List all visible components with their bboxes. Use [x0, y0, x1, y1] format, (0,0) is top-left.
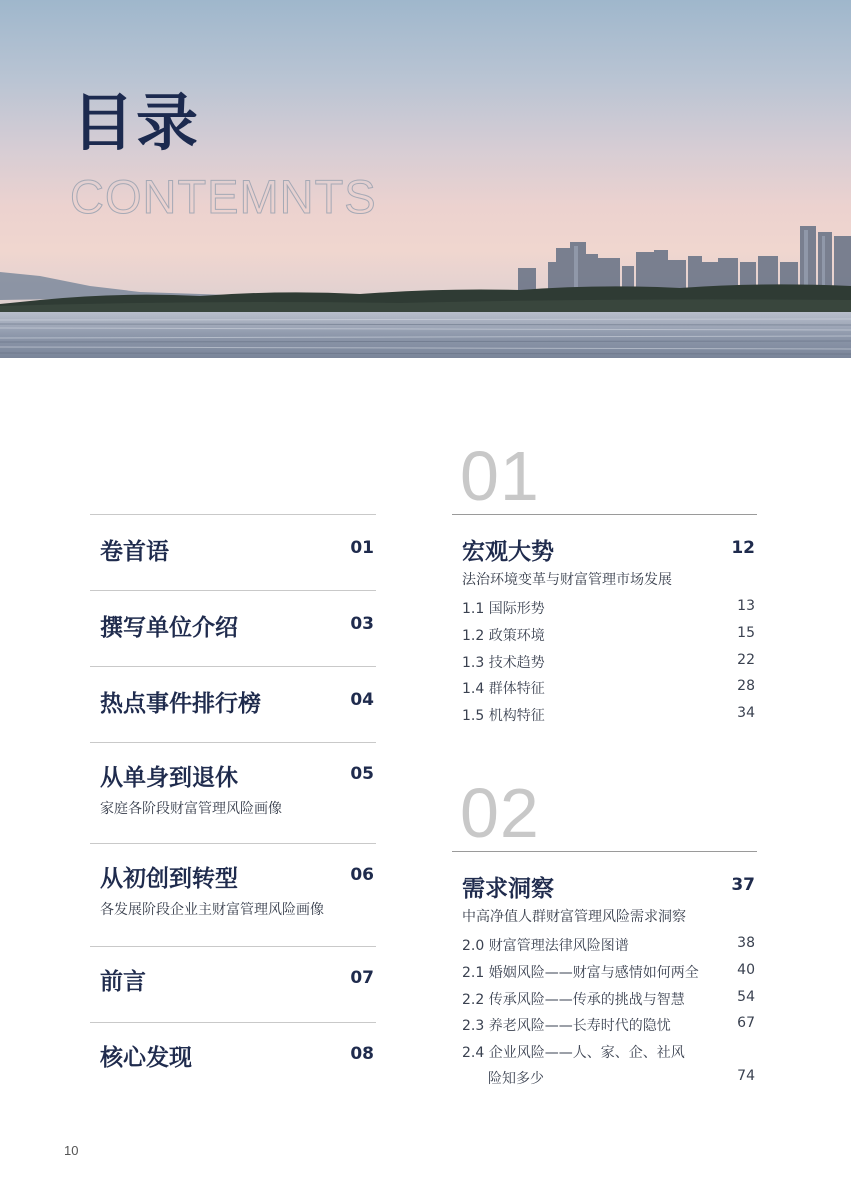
- toc-subitem-label: 2.2 传承风险——传承的挑战与智慧: [462, 992, 685, 1008]
- toc-entry-title: 卷首语: [100, 539, 169, 565]
- section-title[interactable]: 宏观大势: [462, 539, 554, 565]
- page-title: 目录: [72, 86, 201, 159]
- toc-entry-authors[interactable]: [90, 590, 376, 666]
- toc-subitem-label: 2.4 企业风险——人、家、企、社风: [462, 1045, 685, 1061]
- toc-entry-title: 从初创到转型: [100, 866, 238, 892]
- toc-entry-page: 04: [350, 690, 374, 710]
- toc-subitem-page: 34: [737, 705, 755, 721]
- toc-entry-page: 01: [350, 538, 374, 558]
- toc-entry-page: 03: [350, 614, 374, 634]
- toc-entry-page: 05: [350, 764, 374, 784]
- section-number-02: 02: [460, 774, 540, 852]
- toc-entry-title: 热点事件排行榜: [100, 691, 261, 717]
- toc-subitem-page: 38: [737, 935, 755, 951]
- toc-subitem-label: 1.1 国际形势: [462, 601, 545, 617]
- toc-entry-page: 08: [350, 1044, 374, 1064]
- toc-entry-startup-to-transform[interactable]: [90, 843, 376, 946]
- toc-entry-desc: 家庭各阶段财富管理风险画像: [100, 801, 282, 817]
- toc-subitem-page: 54: [737, 989, 755, 1005]
- toc-subitem-label: 2.3 养老风险——长寿时代的隐忧: [462, 1018, 671, 1034]
- toc-entry-title: 前言: [100, 969, 146, 995]
- toc-entry-hot-events[interactable]: [90, 666, 376, 742]
- toc-section-macro: [452, 514, 757, 734]
- toc-entry-page: 06: [350, 865, 374, 885]
- toc-subitem-page: 67: [737, 1015, 755, 1031]
- toc-subitem-label: 2.1 婚姻风险——财富与感情如何两全: [462, 965, 699, 981]
- toc-subitem-label: 2.0 财富管理法律风险图谱: [462, 938, 629, 954]
- toc-entry-preface[interactable]: [90, 514, 376, 590]
- toc-subitem-label: 1.4 群体特征: [462, 681, 545, 697]
- toc-subitem-page: 15: [737, 625, 755, 641]
- hero-banner: [0, 0, 851, 358]
- toc-subitem[interactable]: [462, 1042, 757, 1090]
- section-desc: 中高净值人群财富管理风险需求洞察: [462, 909, 686, 925]
- toc-entry-title: 核心发现: [100, 1045, 192, 1071]
- section-title[interactable]: 需求洞察: [462, 876, 554, 902]
- section-number-01: 01: [460, 437, 540, 515]
- toc-subitem-page: 40: [737, 962, 755, 978]
- toc-subitem-label: 1.2 政策环境: [462, 628, 545, 644]
- toc-entry-desc: 各发展阶段企业主财富管理风险画像: [100, 902, 324, 918]
- toc-subitem-label: 1.5 机构特征: [462, 708, 545, 724]
- page-number: 10: [64, 1143, 79, 1158]
- section-page: 37: [731, 875, 755, 895]
- toc-entry-page: 07: [350, 968, 374, 988]
- section-desc: 法治环境变革与财富管理市场发展: [462, 572, 672, 588]
- toc-subitem-page: 28: [737, 678, 755, 694]
- page-subtitle: CONTEMNTS: [70, 170, 377, 223]
- toc-entry-key-findings[interactable]: [90, 1022, 376, 1098]
- toc-entry-title: 从单身到退休: [100, 765, 238, 791]
- toc-entry-foreword[interactable]: [90, 946, 376, 1022]
- toc-subitem-label: 1.3 技术趋势: [462, 655, 545, 671]
- toc-subitem-page: 22: [737, 652, 755, 668]
- toc-subitem-page: 13: [737, 598, 755, 614]
- toc-section-needs: [452, 851, 757, 1091]
- toc-subitem-page: 74: [737, 1068, 755, 1084]
- section-page: 12: [731, 538, 755, 558]
- toc-entry-single-to-retire[interactable]: [90, 742, 376, 843]
- toc-entry-title: 撰写单位介绍: [100, 615, 238, 641]
- toc-subitem-label-continued: 险知多少: [488, 1071, 544, 1087]
